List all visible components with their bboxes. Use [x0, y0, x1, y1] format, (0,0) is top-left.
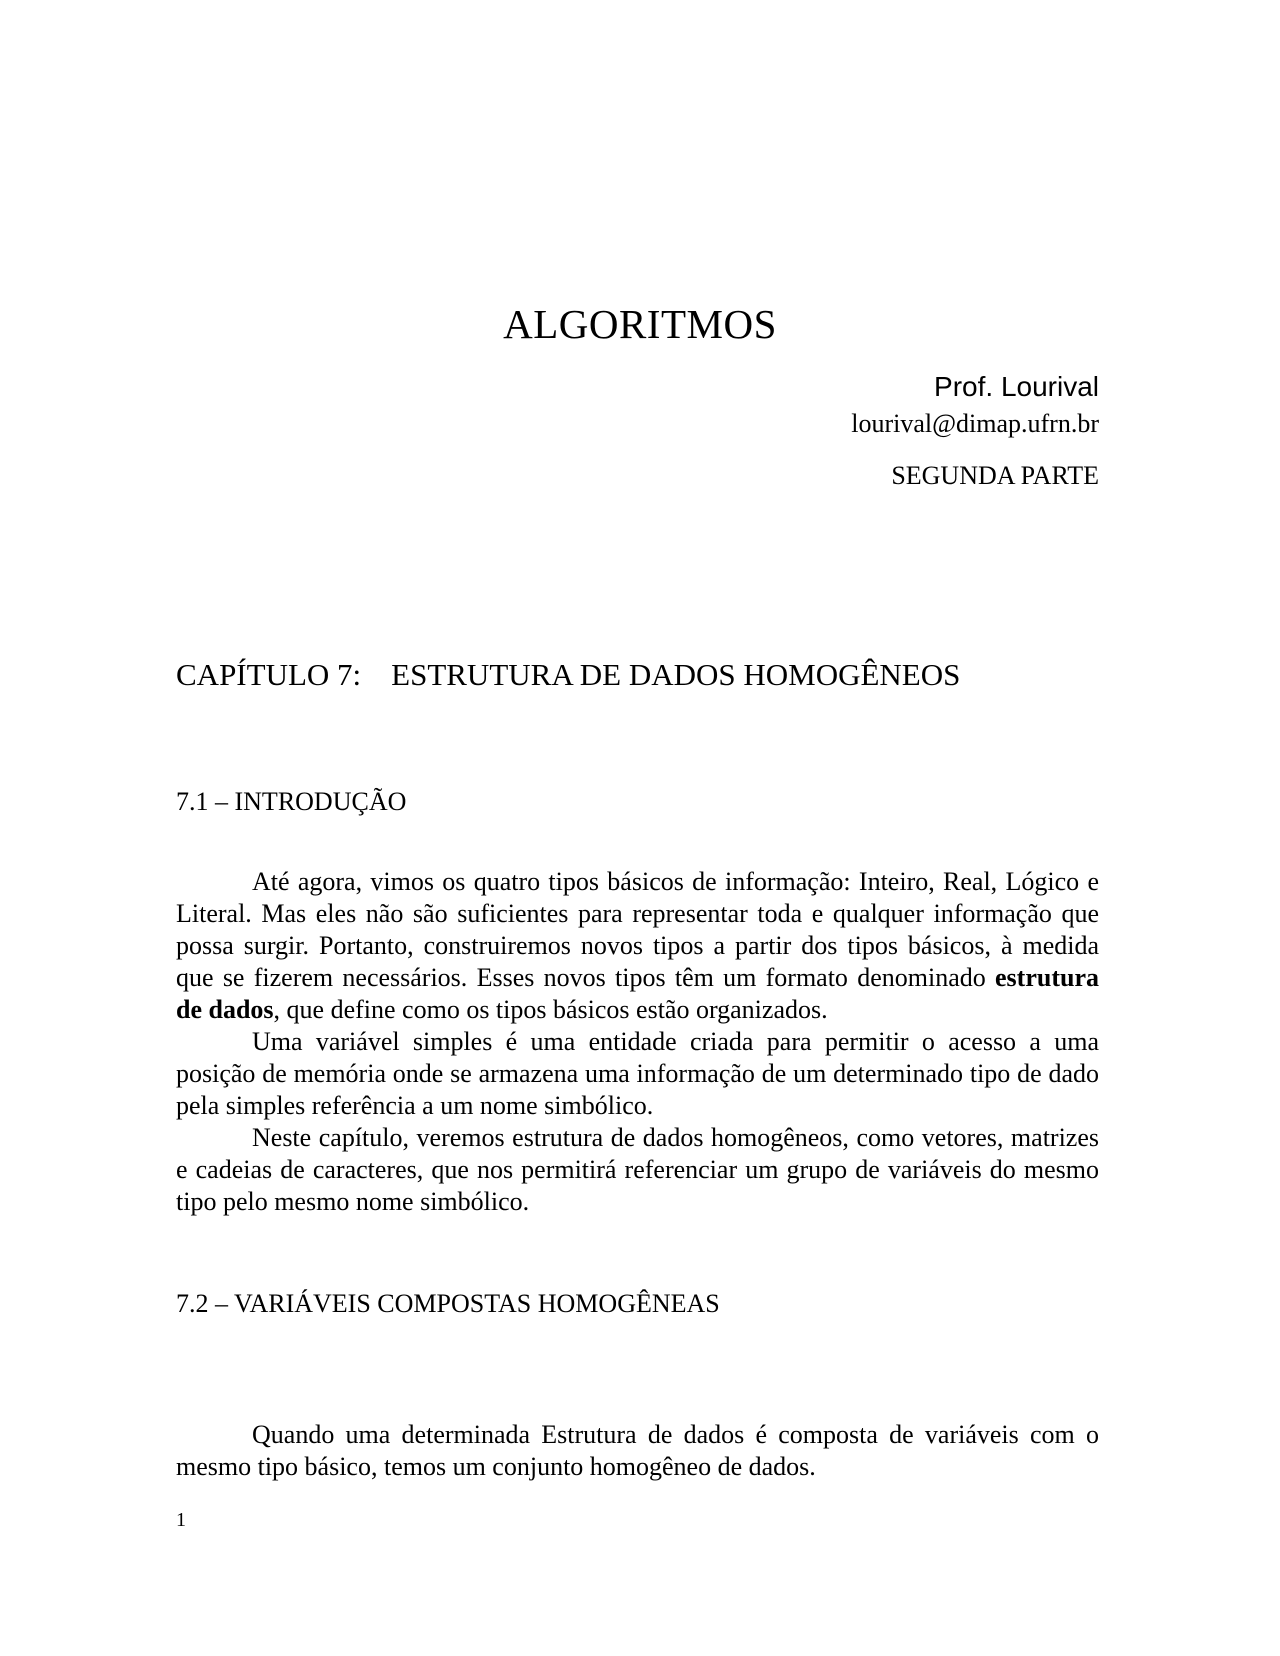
section-heading-homogeneous-variables: 7.2 – VARIÁVEIS COMPOSTAS HOMOGÊNEAS [176, 1289, 720, 1318]
section-heading-introduction: 7.1 – INTRODUÇÃO [176, 787, 407, 816]
section-body-introduction [176, 866, 1099, 1218]
author-email: lourival@dimap.ufrn.br [851, 409, 1099, 438]
part-label: SEGUNDA PARTE [891, 461, 1099, 490]
bold-term: estrutura de dados [176, 963, 1099, 1024]
section-body-homogeneous-variables [176, 1419, 1099, 1483]
paragraph: Uma variável simples é uma entidade criada para permitir o acesso a uma posição de memória onde se armazena uma informação de um determinado tipo de dado pela simples referência a um nome simbólico. [176, 1027, 1099, 1120]
paragraph-text: , que define como os tipos básicos estão organizados. [273, 995, 828, 1024]
chapter-title: ESTRUTURA DE DADOS HOMOGÊNEOS [391, 657, 961, 692]
author-name: Prof. Lourival [934, 371, 1099, 402]
chapter-number: CAPÍTULO 7: [176, 657, 362, 692]
paragraph: Neste capítulo, veremos estrutura de dados homogêneos, como vetores, matrizes e cadeias de caracteres, que nos permitirá referenciar um grupo de variáveis do mesmo tipo pelo mesmo nome simbólico. [176, 1123, 1099, 1216]
chapter-heading [176, 656, 960, 694]
document-title: ALGORITMOS [503, 301, 777, 347]
page-number: 1 [176, 1509, 186, 1531]
paragraph [176, 866, 1099, 1026]
paragraph: Quando uma determinada Estrutura de dados é composta de variáveis com o mesmo tipo básico, temos um conjunto homogêneo de dados. [176, 1420, 1099, 1481]
paragraph-text: Até agora, vimos os quatro tipos básicos de informação: Inteiro, Real, Lógico e Literal. Mas eles não são suficientes para representar toda e qualquer informação que possa surgir. Portanto, construiremos novos tipos a partir dos tipos básicos, à medida que se fizerem necessários. Esses novos tipos têm um formato denominado [176, 867, 1099, 992]
